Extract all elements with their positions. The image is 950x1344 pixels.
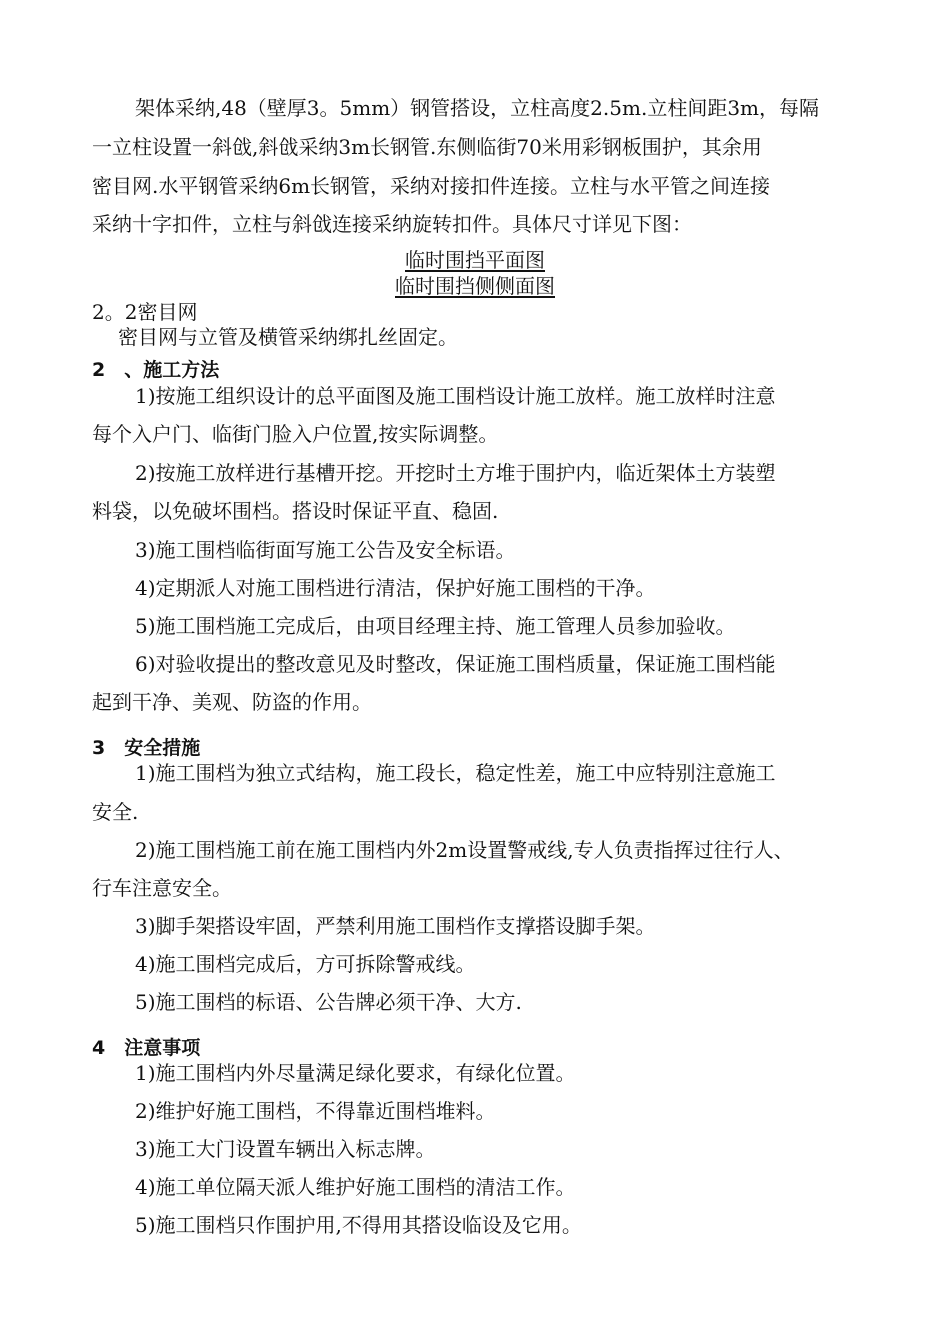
section-3-line-4: 行车注意安全。 [92, 876, 232, 900]
figure-caption-side-text: 临时围挡侧侧面图 [395, 274, 555, 298]
section-3-line-1: 1)施工围档为独立式结构，施工段长，稳定性差，施工中应特别注意施工 [135, 761, 776, 785]
section-2-2-title: 2。2密目网 [92, 300, 198, 324]
section-2-line-8: 6)对验收提出的整改意见及时整改，保证施工围档质量，保证施工围档能 [135, 652, 776, 676]
section-2-2-text: 密目网与立管及横管采纳绑扎丝固定。 [118, 325, 458, 349]
section-4-line-2: 2)维护好施工围档，不得靠近围档堆料。 [135, 1099, 496, 1123]
section-2-line-2: 每个入户门、临街门脸入户位置,按实际调整。 [92, 422, 499, 446]
section-3-line-5: 3)脚手架搭设牢固，严禁利用施工围档作支撑搭设脚手架。 [135, 914, 656, 938]
section-2-line-3: 2)按施工放样进行基槽开挖。开挖时土方堆于围护内，临近架体土方装塑 [135, 461, 776, 485]
figure-caption-side [0, 273, 950, 299]
section-2-line-9: 起到干净、美观、防盗的作用。 [92, 690, 372, 714]
intro-line-4: 采纳十字扣件，立柱与斜戗连接采纳旋转扣件。具体尺寸详见下图： [92, 212, 692, 236]
section-3-line-2: 安全. [92, 800, 139, 824]
section-2-line-7: 5)施工围档施工完成后，由项目经理主持、施工管理人员参加验收。 [135, 614, 736, 638]
section-3-line-3: 2)施工围档施工前在施工围档内外2m设置警戒线,专人负责指挥过往行人、 [135, 838, 794, 862]
section-4-title: 4 注意事项 [92, 1037, 201, 1059]
section-4-line-4: 4)施工单位隔天派人维护好施工围档的清洁工作。 [135, 1175, 576, 1199]
intro-line-1: 架体采纳,48（壁厚3。5mm）钢管搭设，立柱高度2.5m.立柱间距3m，每隔 [135, 96, 820, 120]
section-3-title: 3 安全措施 [92, 737, 201, 759]
section-4-line-3: 3)施工大门设置车辆出入标志牌。 [135, 1137, 436, 1161]
figure-caption-plan [0, 247, 950, 273]
intro-line-3: 密目网.水平钢管采纳6m长钢管，采纳对接扣件连接。立柱与水平管之间连接 [92, 174, 771, 198]
figure-caption-plan-text: 临时围挡平面图 [405, 248, 545, 272]
section-2-line-6: 4)定期派人对施工围档进行清洁，保护好施工围档的干净。 [135, 576, 656, 600]
section-3-line-6: 4)施工围档完成后，方可拆除警戒线。 [135, 952, 476, 976]
section-2-line-4: 料袋，以免破坏围档。搭设时保证平直、稳固. [92, 499, 499, 523]
section-4-line-5: 5)施工围档只作围护用,不得用其搭设临设及它用。 [135, 1213, 582, 1237]
section-4-line-1: 1)施工围档内外尽量满足绿化要求，有绿化位置。 [135, 1061, 576, 1085]
section-2-line-5: 3)施工围档临街面写施工公告及安全标语。 [135, 538, 516, 562]
intro-line-2: 一立柱设置一斜戗,斜戗采纳3m长钢管.东侧临街70米用彩钢板围护，其余用 [92, 135, 762, 159]
section-3-line-7: 5)施工围档的标语、公告牌必须干净、大方. [135, 990, 522, 1014]
section-2-line-1: 1)按施工组织设计的总平面图及施工围档设计施工放样。施工放样时注意 [135, 384, 776, 408]
section-2-title: 2 、施工方法 [92, 359, 220, 381]
